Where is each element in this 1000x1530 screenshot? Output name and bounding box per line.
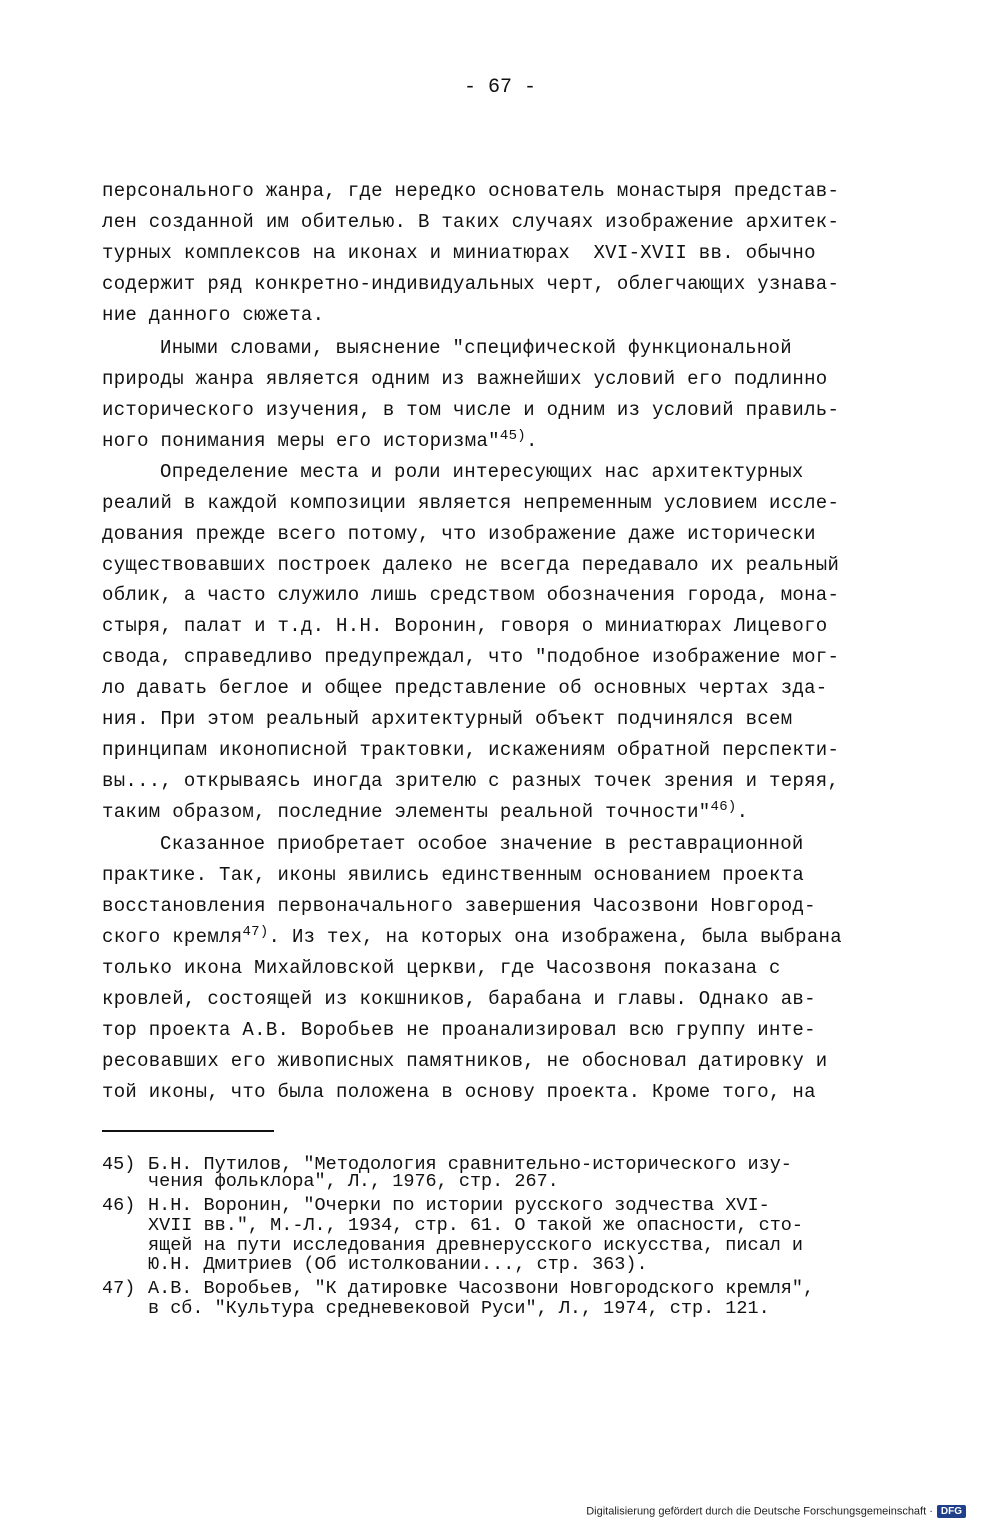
body-line-continuation: . Из тех, на которых она изображена, была выбрана: [268, 926, 842, 948]
footnote-ref-45: 45): [499, 428, 526, 444]
footnote-number: 45): [102, 1154, 136, 1175]
body-line: Иными словами, выяснение "специфической функциональной: [160, 337, 792, 359]
dfg-logo: DFG: [937, 1505, 966, 1518]
body-line: практике. Так, иконы явились единственным основанием проекта: [102, 864, 805, 886]
punctuation: .: [736, 801, 749, 823]
body-line: реалий в каждой композиции является непременным условием иссле-: [102, 492, 840, 514]
body-line: ния. При этом реальный архитектурный объект подчинялся всем: [102, 708, 793, 730]
footnote-line: Ю.Н. Дмитриев (Об истолковании..., стр. 363).: [148, 1254, 648, 1275]
page-number: - 67 -: [463, 76, 536, 99]
body-line: содержит ряд конкретно-индивидуальных черт, облегчающих узнава-: [102, 273, 840, 295]
body-line: лен созданной им обителью. В таких случаях изображение архитек-: [102, 211, 840, 233]
footnote-line: А.В. Воробьев, "К датировке Часозвони Новгородского кремля",: [148, 1278, 815, 1299]
body-line-text: таким образом, последние элементы реальной точности": [102, 801, 711, 823]
body-line-text: ного понимания меры его историзма": [102, 430, 500, 452]
body-line: Определение места и роли интересующих нас архитектурных: [160, 461, 804, 483]
body-line: восстановления первоначального завершения Часозвони Новгород-: [102, 895, 816, 917]
footnote-line: Б.Н. Путилов, "Методология сравнительно-исторического изу-: [148, 1154, 792, 1175]
body-line: только икона Михайловской церкви, где Часозвоня показана с: [102, 957, 781, 979]
footnote-ref-47: 47): [242, 924, 269, 940]
body-line: ресовавших его живописных памятников, не обосновал датировку и: [102, 1050, 828, 1072]
body-line: свода, справедливо предупреждал, что "подобное изображение мог-: [102, 646, 840, 668]
digitization-credit: [586, 1505, 966, 1518]
body-line: турных комплексов на иконах и миниатюрах XVI-XVII вв. обычно: [102, 242, 816, 264]
body-line: исторического изучения, в том числе и одним из условий правиль-: [102, 399, 840, 421]
body-line: ние данного сюжета.: [102, 304, 325, 326]
footnote-separator: [102, 1130, 274, 1132]
body-line: вы..., открываясь иногда зрителю с разных точек зрения и теряя,: [102, 770, 840, 792]
footnote-line: в сб. "Культура средневековой Руси", Л., 1974, стр. 121.: [148, 1298, 770, 1319]
body-line: [102, 428, 538, 452]
body-line-text: ского кремля: [102, 926, 243, 948]
body-line: природы жанра является одним из важнейших условий его подлинно: [102, 368, 828, 390]
body-line: Сказанное приобретает особое значение в реставрационной: [160, 833, 804, 855]
credit-text: Digitalisierung gefördert durch die Deutsche Forschungsgemeinschaft ·: [586, 1505, 933, 1518]
footnote-ref-46: 46): [710, 799, 737, 815]
body-line: [102, 924, 842, 948]
footnote-number: 46): [102, 1195, 136, 1216]
footnote-line: XVII вв.", М.-Л., 1934, стр. 61. О такой же опасности, сто-: [148, 1215, 804, 1236]
body-line: дования прежде всего потому, что изображение даже исторически: [102, 523, 816, 545]
body-line: ло давать беглое и общее представление об основных чертах зда-: [102, 677, 828, 699]
body-line: кровлей, состоящей из кокшников, барабана и главы. Однако ав-: [102, 988, 816, 1010]
body-line: тор проекта А.В. Воробьев не проанализировал всю группу инте-: [102, 1019, 816, 1041]
body-line: стыря, палат и т.д. Н.Н. Воронин, говоря о миниатюрах Лицевого: [102, 615, 828, 637]
body-line: принципам иконописной трактовки, искажениям обратной перспекти-: [102, 739, 840, 761]
footnote-line: Н.Н. Воронин, "Очерки по истории русского зодчества XVI-: [148, 1195, 770, 1216]
body-line: той иконы, что была положена в основу проекта. Кроме того, на: [102, 1081, 816, 1103]
footnote-line: чения фольклора", Л., 1976, стр. 267.: [148, 1171, 559, 1192]
footnote-number: 47): [102, 1278, 136, 1299]
body-line: персонального жанра, где нередко основатель монастыря представ-: [102, 180, 840, 202]
body-line: существовавших построек далеко не всегда передавало их реальный: [102, 554, 840, 576]
body-line: облик, а часто служило лишь средством обозначения города, мона-: [102, 584, 840, 606]
punctuation: .: [525, 430, 538, 452]
footnote-line: ящей на пути исследования древнерусского искусства, писал и: [148, 1235, 804, 1256]
body-line: [102, 799, 749, 823]
